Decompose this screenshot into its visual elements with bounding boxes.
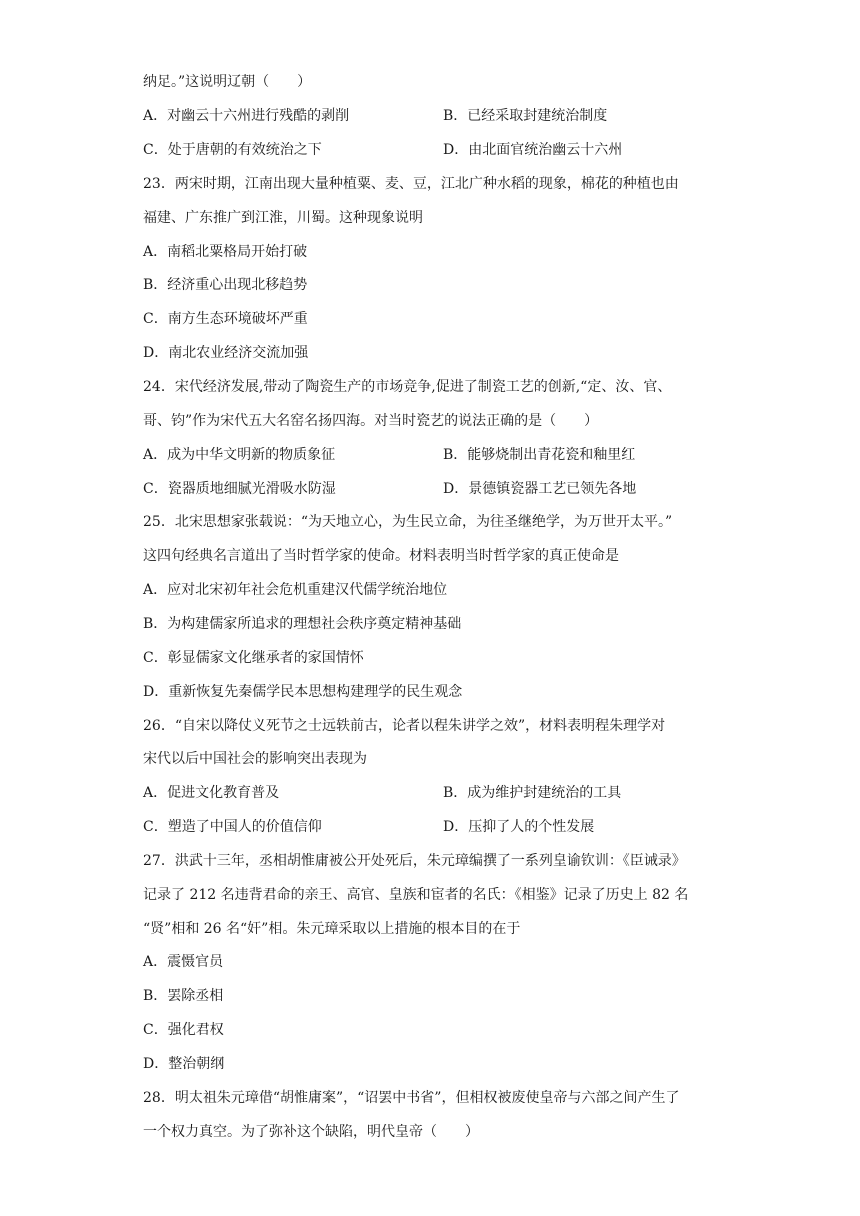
q25-option-d: D．重新恢复先秦儒学民本思想构建理学的民生观念	[143, 684, 463, 700]
q24-option-c: C．瓷器质地细腻光滑吸水防湿	[143, 481, 336, 497]
q23-option-c: C．南方生态环境破坏严重	[143, 311, 308, 327]
q22-option-d: D．由北面官统治幽云十六州	[443, 142, 623, 158]
q25-option-b: B．为构建儒家所追求的理想社会秩序奠定精神基础	[143, 616, 462, 632]
q27-stem-line2: 记录了 212 名违背君命的亲王、高官、皇族和宦者的名氏：《相鉴》记录了历史上 82 名	[143, 887, 689, 903]
q27-option-d: D．整治朝纲	[143, 1056, 225, 1072]
q27-stem-line3: “贤”相和 26 名“奸”相。朱元璋采取以上措施的根本目的在于	[143, 921, 521, 937]
q26-stem-line1: 26．“自宋以降仗义死节之士远轶前古，论者以程朱讲学之效”，材料表明程朱理学对	[143, 718, 666, 734]
q28-stem-line2: 一个权力真空。为了弥补这个缺陷，明代皇帝（ ）	[143, 1124, 479, 1140]
q24-option-d: D．景德镇瓷器工艺已领先各地	[443, 481, 637, 497]
q26-option-a: A．促进文化教育普及	[143, 785, 280, 801]
q25-option-a: A．应对北宋初年社会危机重建汉代儒学统治地位	[143, 582, 448, 598]
q26-option-b: B．成为维护封建统治的工具	[443, 785, 622, 801]
q27-option-b: B．罢除丞相	[143, 988, 224, 1004]
q22-stem-tail: 纳足。”这说明辽朝（ ）	[143, 74, 312, 90]
q26-option-c: C．塑造了中国人的价值信仰	[143, 819, 322, 835]
q23-option-a: A．南稻北粟格局开始打破	[143, 244, 308, 260]
q22-option-b: B．已经采取封建统治制度	[443, 108, 608, 124]
q27-option-a: A．震慑官员	[143, 954, 224, 970]
q23-option-b: B．经济重心出现北移趋势	[143, 277, 308, 293]
q25-stem-line1: 25．北宋思想家张载说：“为天地立心，为生民立命，为往圣继绝学，为万世开太平。”	[143, 514, 673, 530]
q24-stem-line2: 哥、钧”作为宋代五大名窑名扬四海。对当时瓷艺的说法正确的是（ ）	[143, 413, 599, 429]
q25-option-c: C．彰显儒家文化继承者的家国情怀	[143, 650, 364, 666]
q24-option-a: A．成为中华文明新的物质象征	[143, 447, 336, 463]
q27-option-c: C．强化君权	[143, 1022, 224, 1038]
q23-stem-line2: 福建、广东推广到江淮，川蜀。这种现象说明	[143, 210, 423, 226]
q24-option-b: B．能够烧制出青花瓷和釉里红	[443, 447, 636, 463]
q24-stem-line1: 24．宋代经济发展,带动了陶瓷生产的市场竞争,促进了制瓷工艺的创新,“定、汝、官、	[143, 379, 672, 395]
q27-stem-line1: 27．洪武十三年，丞相胡惟庸被公开处死后，朱元璋编撰了一系列皇谕钦训：《臣诫录》	[143, 853, 686, 869]
q26-stem-line2: 宋代以后中国社会的影响突出表现为	[143, 751, 367, 767]
q22-option-c: C．处于唐朝的有效统治之下	[143, 142, 322, 158]
q23-stem-line1: 23．两宋时期，江南出现大量种植粟、麦、豆，江北广种水稻的现象，棉花的种植也由	[143, 176, 679, 192]
q25-stem-line2: 这四句经典名言道出了当时哲学家的使命。材料表明当时哲学家的真正使命是	[143, 548, 619, 564]
q26-option-d: D．压抑了人的个性发展	[443, 819, 595, 835]
q22-option-a: A．对幽云十六州进行残酷的剥削	[143, 108, 350, 124]
q28-stem-line1: 28．明太祖朱元璋借“胡惟庸案”，“诏罢中书省”，但相权被废使皇帝与六部之间产生了	[143, 1090, 680, 1106]
q23-option-d: D．南北农业经济交流加强	[143, 345, 309, 361]
